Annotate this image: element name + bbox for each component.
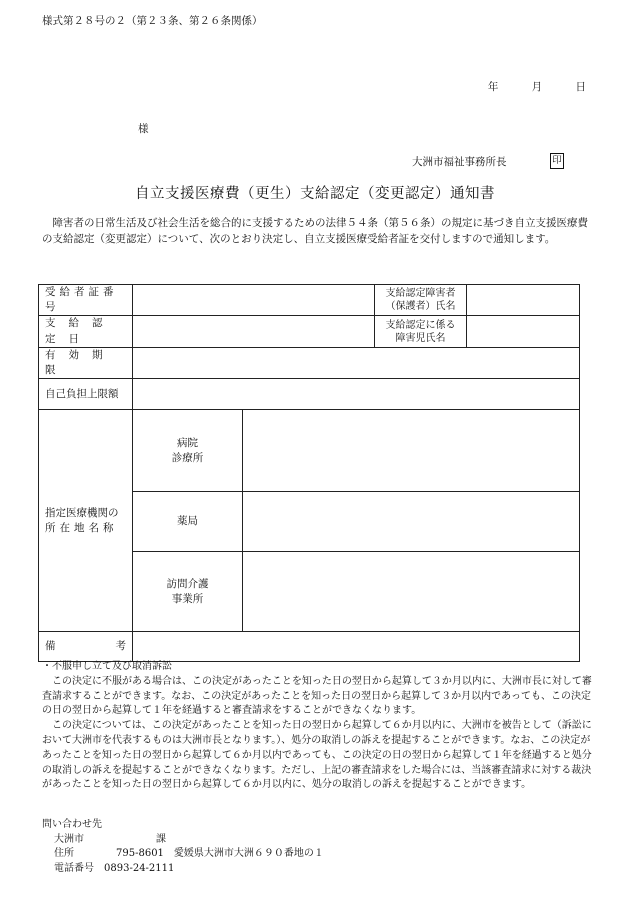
- appeal-section: [42, 660, 594, 793]
- form-number: 様式第２８号の２（第２３条、第２６条関係）: [42, 15, 263, 27]
- visiting-nursing-label-line2: 事業所: [171, 592, 204, 605]
- contact-office: [42, 833, 324, 848]
- hospital-value: [243, 410, 580, 492]
- intro-paragraph: 障害者の日常生活及び社会生活を総合的に支援するための法律５４条（第５６条）の規定に基づき自立支援医療費の支給認定（変更認定）について、次のとおり決定し、自立支援医療受給者証を交付しますので通知します。: [42, 217, 588, 245]
- certification-table: [38, 284, 580, 662]
- copay-limit-value: [133, 379, 580, 410]
- date-day-label: 日: [575, 81, 586, 93]
- visiting-nursing-label: [133, 552, 243, 632]
- hospital-label-line2: 診療所: [171, 451, 204, 464]
- child-name-label: [375, 316, 467, 347]
- date-year-label: 年: [487, 81, 499, 93]
- child-name-label-line2: 障害児氏名: [395, 332, 446, 344]
- document-title: 自立支援医療費（更生）支給認定（変更認定）通知書: [135, 186, 495, 202]
- contact-address-value: 愛媛県大洲市大洲６９０番地の１: [173, 848, 324, 859]
- date-month-label: 月: [531, 81, 543, 93]
- pharmacy-value: [243, 492, 580, 552]
- validity-period-label: 有効期限: [39, 347, 133, 378]
- validity-period-value: [133, 347, 580, 378]
- seal-stamp-box: 印: [550, 153, 564, 169]
- contact-address-label: 住所: [54, 848, 74, 859]
- appeal-paragraph-2: この決定については、この決定があったことを知った日の翌日から起算して６か月以内に、大洲市を被告として（訴訟において大洲市を代表するものは大洲市長となります。）、処分の取消しの訴えを提起することができます。なお、この決定があったことを知った日の翌日から起算して６か月以内であっても、この決定の日の翌日から起算して１年を経過すると処分の取消しの訴えを提起することができなくなります。ただし、上記の審査請求をした場合には、当該審査請求に対する裁決があったことを知った日の翌日から起算して６か月以内に、処分の取消しの訴えを提起することができます。: [42, 720, 592, 791]
- certified-person-label-line2: （保護者）氏名: [385, 301, 456, 313]
- institution-label-line2: 所在地名称: [45, 521, 118, 534]
- recipient-number-value: [133, 285, 375, 316]
- addressee-suffix: 様: [138, 123, 149, 135]
- visiting-nursing-label-line1: 訪問介護: [166, 577, 209, 590]
- contact-office-city: 大洲市: [54, 833, 84, 845]
- pharmacy-label: 薬局: [133, 492, 243, 552]
- contact-phone-value: 0893-24-2111: [104, 862, 175, 874]
- contact-office-dept: 課: [156, 833, 166, 845]
- remarks-value: [133, 632, 580, 662]
- hospital-label-line1: 病院: [177, 436, 198, 449]
- hospital-label: [133, 410, 243, 492]
- child-name-label-line1: 支給認定に係る: [385, 319, 456, 331]
- visiting-nursing-value: [243, 552, 580, 632]
- certified-person-label-line1: 支給認定障害者: [385, 288, 456, 300]
- issuer-name: 大洲市福祉事務所長: [412, 156, 507, 168]
- recipient-number-label: 受給者証番号: [39, 285, 133, 316]
- contact-address: [42, 847, 324, 862]
- appeal-heading: ・不服申し立て及び取消訴訟: [42, 661, 172, 672]
- contact-postal-code: 795-8601: [116, 848, 164, 859]
- appeal-paragraph-1: この決定に不服がある場合は、この決定があったことを知った日の翌日から起算して３か月以内に、大洲市長に対して審査請求することができます。なお、この決定があったことを知った日の翌日から起算して３か月以内であっても、この決定の日の翌日から起算して１年を経過すると審査請求をすることができなくなります。: [42, 675, 592, 717]
- institution-label: [39, 410, 133, 632]
- institution-label-line1: 指定医療機関の: [45, 506, 119, 519]
- child-name-value: [467, 316, 580, 347]
- certified-person-label: [375, 285, 467, 316]
- certification-date-label: 支給認定日: [39, 316, 133, 347]
- certification-date-value: [133, 316, 375, 347]
- issue-date: [462, 80, 586, 95]
- contact-phone: [42, 862, 324, 877]
- remarks-label: 備考: [39, 632, 133, 662]
- copay-limit-label: 自己負担上限額: [39, 379, 133, 410]
- contact-block: [42, 818, 324, 876]
- contact-phone-label: 電話番号: [54, 862, 94, 874]
- certified-person-value: [467, 285, 580, 316]
- contact-heading: 問い合わせ先: [42, 819, 102, 830]
